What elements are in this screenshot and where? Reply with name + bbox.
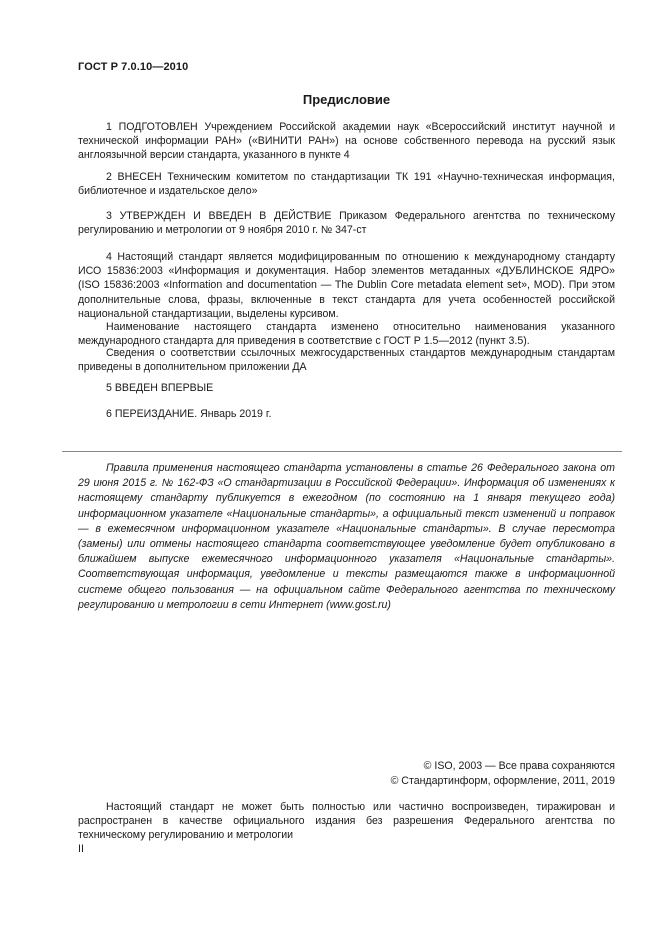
paragraph-reissue xyxy=(78,407,615,421)
paragraph-title-change xyxy=(78,320,615,348)
paragraph-prepared xyxy=(78,120,615,163)
paragraph-text: Сведения о соответствии ссылочных межгосударственных стандартов международным стандартам приведены в дополнительном приложении ДА xyxy=(78,347,615,374)
paragraph-approved xyxy=(78,209,615,237)
divider-line xyxy=(62,451,622,452)
application-notice xyxy=(78,461,615,613)
reproduction-notice xyxy=(78,800,615,843)
paragraph-modified xyxy=(78,250,615,321)
reproduction-text: Настоящий стандарт не может быть полностью или частично воспроизведен, тиражирован и распространен в качестве официального издания без разрешения Федерального агентства по техническому регулированию и метрологии xyxy=(78,801,615,842)
paragraph-text: 2 ВНЕСЕН Техническим комитетом по стандартизации ТК 191 «Научно-техническая информация, библиотечное и издательское дело» xyxy=(78,171,615,198)
paragraph-text: 1 ПОДГОТОВЛЕН Учреждением Российской академии наук «Всероссийский институт научной и технической информации РАН» («ВИНИТИ РАН») на основе собственного перевода на русский язык англоязычной версии стандарта, указанного в пункте 4 xyxy=(78,121,615,162)
paragraph-introduced xyxy=(78,170,615,198)
copyright-standartinform: © Стандартинформ, оформление, 2011, 2019 xyxy=(390,775,615,787)
document-code: ГОСТ Р 7.0.10—2010 xyxy=(78,61,189,73)
page-number: II xyxy=(78,843,84,855)
paragraph-text: 4 Настоящий стандарт является модифицированным по отношению к международному стандарту ИСО 15836:2003 «Информация и документация. Набор элементов метаданных «ДУБЛИНСКОЕ ЯДРО» (ISO 15836:2003 «Information and documentation — The Dublin Core metadata element set», MOD). При этом дополнительные слова, фразы, включенные в текст стандарта для учета особенностей российской национальной стандартизации, выделены курсивом. xyxy=(78,251,615,320)
copyright-iso: © ISO, 2003 — Все права сохраняются xyxy=(423,760,615,772)
paragraph-first-introduced xyxy=(78,381,615,395)
paragraph-references xyxy=(78,346,615,374)
paragraph-text: 6 ПЕРЕИЗДАНИЕ. Январь 2019 г. xyxy=(106,408,272,420)
paragraph-text: 5 ВВЕДЕН ВПЕРВЫЕ xyxy=(106,382,214,394)
notice-text: Правила применения настоящего стандарта установлены в статье 26 Федерального закона от 29 июня 2015 г. № 162-ФЗ «О стандартизации в Российской Федерации». Информация об изменениях к настоящему стандарту публикуется в ежегодном (по состоянию на 1 января текущего года) информационном указателе «Национальные стандарты», а официальный текст изменений и поправок — в ежемесячном информационном указателе «Национальные стандарты». В случае пересмотра (замены) или отмены настоящего стандарта соответствующее уведомление будет опубликовано в ближайшем выпуске ежемесячного информационного указателя «Национальные стандарты». Соответствующая информация, уведомление и тексты размещаются также в информационной системе общего пользования — на официальном сайте Федерального агентства по техническому регулированию и метрологии в сети Интернет (www.gost.ru) xyxy=(78,462,615,611)
paragraph-text: 3 УТВЕРЖДЕН И ВВЕДЕН В ДЕЙСТВИЕ Приказом Федерального агентства по техническому регулированию и метрологии от 9 ноября 2010 г. № 347-ст xyxy=(78,210,615,237)
paragraph-text: Наименование настоящего стандарта изменено относительно наименования указанного международного стандарта для приведения в соответствие с ГОСТ Р 1.5—2012 (пункт 3.5). xyxy=(78,321,615,348)
page-title: Предисловие xyxy=(302,92,391,107)
